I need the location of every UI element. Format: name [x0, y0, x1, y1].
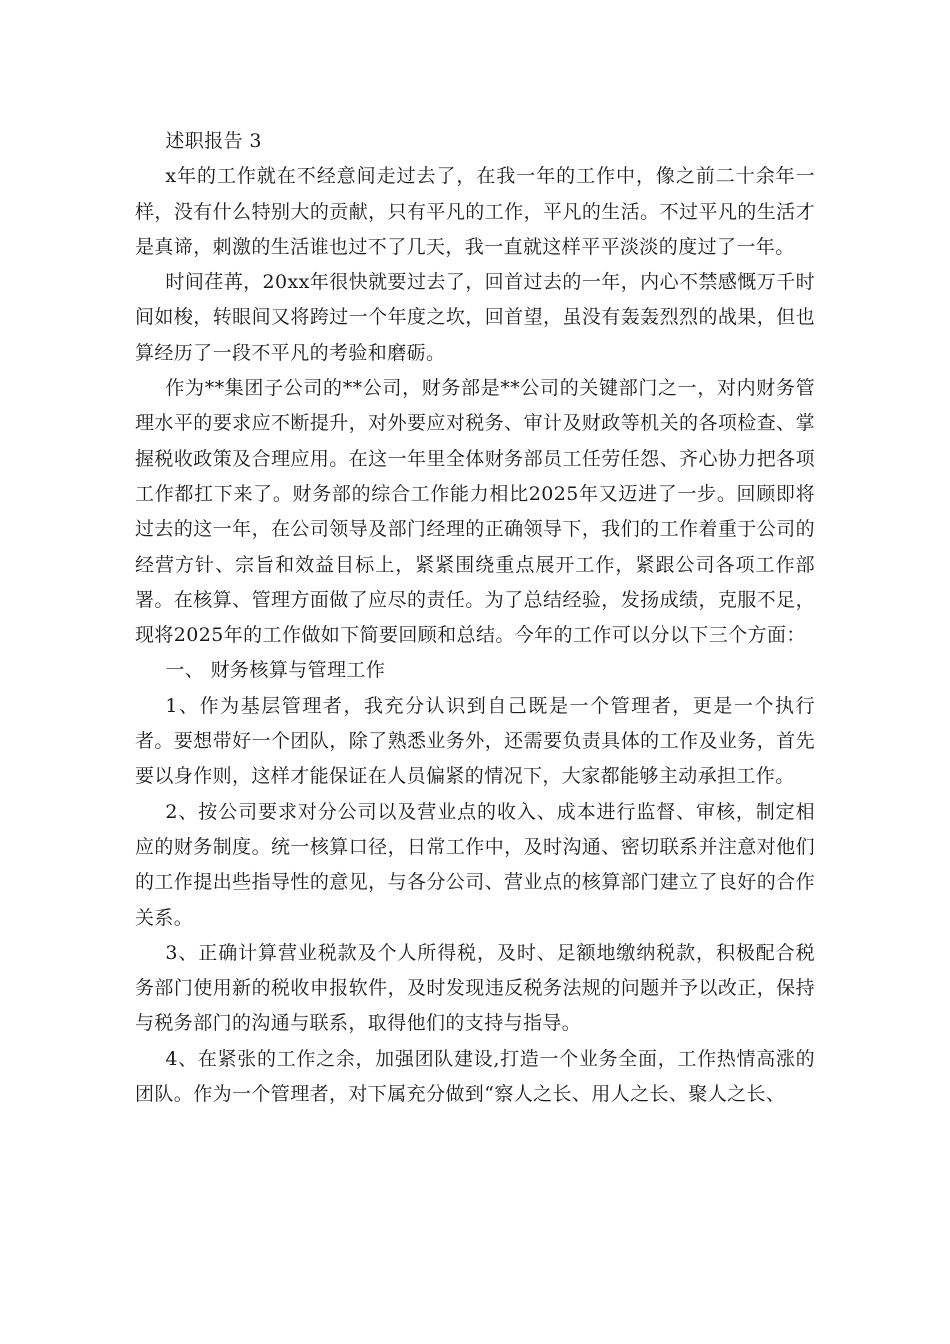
list-item: 3、正确计算营业税款及个人所得税，及时、足额地缴纳税款，积极配合税务部门使用新的税收申报软件，及时发现违反税务法规的问题并予以改正，保持与税务部门的沟通与联系，取得他们的支持与指导。: [135, 941, 815, 1035]
list-item: 2、按公司要求对分公司以及营业点的收入、成本进行监督、审核，制定相应的财务制度。统一核算口径，日常工作中，及时沟通、密切联系并注意对他们的工作提出些指导性的意见，与各分公司、营业点的核算部门建立了良好的合作关系。: [135, 800, 815, 929]
paragraph: x年的工作就在不经意间走过去了，在我一年的工作中，像之前二十余年一样，没有什么特别大的贡献，只有平凡的工作，平凡的生活。不过平凡的生活才是真谛，刺激的生活谁也过不了几天，我一直就这样平平淡淡的度过了一年。: [135, 165, 815, 258]
paragraph: 时间荏苒，20xx年很快就要过去了，回首过去的一年，内心不禁感慨万千时间如梭，转眼间又将跨过一个年度之坎，回首望，虽没有轰轰烈烈的战果，但也算经历了一段不平凡的考验和磨砺。: [135, 271, 815, 364]
document-title: 述职报告 3: [165, 130, 262, 152]
list-item: 4、在紧张的工作之余，加强团队建设,打造一个业务全面，工作热情高涨的团队。作为一个管理者，对下属充分做到“察人之长、用人之长、聚人之长、: [135, 1047, 815, 1106]
paragraph: 作为**集团子公司的**公司，财务部是**公司的关键部门之一，对内财务管理水平的要求应不断提升，对外要应对税务、审计及财政等机关的各项检查、掌握税收政策及合理应用。在这一年里全体财务部员工任劳任怨、齐心协力把各项工作都扛下来了。财务部的综合工作能力相比2025年又迈进了一步。回顾即将过去的这一年，在公司领导及部门经理的正确领导下，我们的工作着重于公司的经营方针、宗旨和效益目标上，紧紧围绕重点展开工作，紧跟公司各项工作部署。在核算、管理方面做了应尽的责任。为了总结经验，发扬成绩，克服不足，现将2025年的工作做如下简要回顾和总结。今年的工作可以分以下三个方面：: [135, 377, 815, 647]
section-heading: 一、 财务核算与管理工作: [165, 659, 386, 682]
document-body: [135, 124, 815, 1112]
list-item: 1、作为基层管理者，我充分认识到自己既是一个管理者，更是一个执行者。要想带好一个团队，除了熟悉业务外，还需要负责具体的工作及业务，首先要以身作则，这样才能保证在人员偏紧的情况下，大家都能够主动承担工作。: [135, 694, 815, 788]
